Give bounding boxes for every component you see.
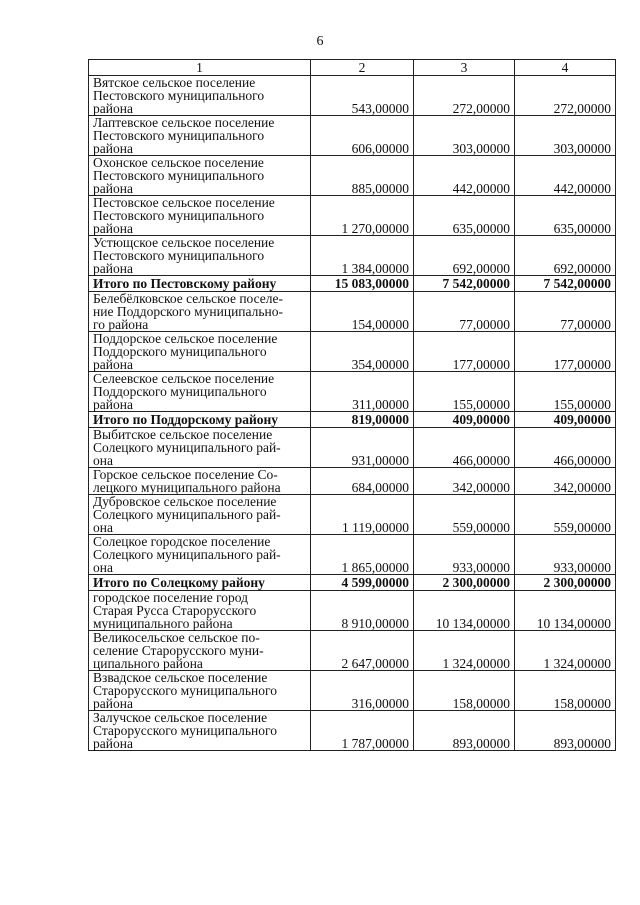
page-number: 6 (316, 34, 324, 49)
table-row (89, 292, 616, 332)
column-header-4: 4 (515, 60, 616, 76)
table-row (89, 428, 616, 468)
amount-col-3: 177,00000 (414, 332, 515, 372)
amount-col-3: 77,00000 (414, 292, 515, 332)
amount-col-3: 933,00000 (414, 535, 515, 575)
amount-col-4: 692,00000 (515, 236, 616, 276)
settlement-name: Залучское сельское поселение Старорусского муниципального района (89, 711, 311, 751)
table-row (89, 711, 616, 751)
amount-col-2: 154,00000 (311, 292, 414, 332)
table-row (89, 196, 616, 236)
table-row (89, 631, 616, 671)
settlement-name: городское поселение город Старая Русса Старорусского муниципального района (89, 591, 311, 631)
settlement-name: Взвадское сельское поселение Старорусского муниципального района (89, 671, 311, 711)
settlement-name: Селеевское сельское поселение Поддорского муниципального района (89, 372, 311, 412)
amount-col-3: 158,00000 (414, 671, 515, 711)
amount-col-2: 316,00000 (311, 671, 414, 711)
amount-col-2: 1 384,00000 (311, 236, 414, 276)
column-header-3: 3 (414, 60, 515, 76)
settlement-name: Поддорское сельское поселение Поддорского муниципального района (89, 332, 311, 372)
amount-col-2: 684,00000 (311, 468, 414, 495)
settlement-name: Охонское сельское поселение Пестовского муниципального района (89, 156, 311, 196)
amount-col-4: 409,00000 (515, 412, 616, 428)
settlement-name: Дубровское сельское поселение Солецкого муниципального рай- она (89, 495, 311, 535)
settlement-name: Выбитское сельское поселение Солецкого муниципального рай- она (89, 428, 311, 468)
district-total-row (89, 276, 616, 292)
budget-table (88, 59, 616, 751)
amount-col-4: 10 134,00000 (515, 591, 616, 631)
table-row (89, 156, 616, 196)
table-row (89, 671, 616, 711)
amount-col-2: 354,00000 (311, 332, 414, 372)
amount-col-4: 933,00000 (515, 535, 616, 575)
settlement-name: Вятское сельское поселение Пестовского муниципального района (89, 76, 311, 116)
amount-col-3: 635,00000 (414, 196, 515, 236)
amount-col-4: 158,00000 (515, 671, 616, 711)
amount-col-3: 409,00000 (414, 412, 515, 428)
amount-col-4: 155,00000 (515, 372, 616, 412)
amount-col-2: 4 599,00000 (311, 575, 414, 591)
amount-col-2: 1 270,00000 (311, 196, 414, 236)
settlement-name: Устющское сельское поселение Пестовского муниципального района (89, 236, 311, 276)
table-row (89, 591, 616, 631)
amount-col-2: 931,00000 (311, 428, 414, 468)
table-row (89, 495, 616, 535)
settlement-name: Горское сельское поселение Со- лецкого муниципального района (89, 468, 311, 495)
column-header-2: 2 (311, 60, 414, 76)
column-header-1: 1 (89, 60, 311, 76)
amount-col-2: 1 119,00000 (311, 495, 414, 535)
amount-col-4: 635,00000 (515, 196, 616, 236)
amount-col-2: 606,00000 (311, 116, 414, 156)
table-body (89, 76, 616, 751)
amount-col-3: 7 542,00000 (414, 276, 515, 292)
amount-col-2: 8 910,00000 (311, 591, 414, 631)
amount-col-3: 303,00000 (414, 116, 515, 156)
amount-col-3: 466,00000 (414, 428, 515, 468)
amount-col-4: 7 542,00000 (515, 276, 616, 292)
settlement-name: Великосельское сельское по- селение Старорусского муни- ципального района (89, 631, 311, 671)
table-row (89, 116, 616, 156)
amount-col-2: 15 083,00000 (311, 276, 414, 292)
amount-col-3: 2 300,00000 (414, 575, 515, 591)
settlement-name: Пестовское сельское поселение Пестовского муниципального района (89, 196, 311, 236)
amount-col-4: 303,00000 (515, 116, 616, 156)
amount-col-2: 543,00000 (311, 76, 414, 116)
amount-col-3: 10 134,00000 (414, 591, 515, 631)
table-row (89, 535, 616, 575)
table-row (89, 236, 616, 276)
district-total-row (89, 412, 616, 428)
amount-col-3: 272,00000 (414, 76, 515, 116)
amount-col-2: 311,00000 (311, 372, 414, 412)
amount-col-4: 342,00000 (515, 468, 616, 495)
amount-col-4: 177,00000 (515, 332, 616, 372)
district-total-label: Итого по Солецкому району (89, 575, 311, 591)
table-row (89, 332, 616, 372)
amount-col-4: 893,00000 (515, 711, 616, 751)
table-row (89, 468, 616, 495)
amount-col-4: 442,00000 (515, 156, 616, 196)
amount-col-2: 1 865,00000 (311, 535, 414, 575)
amount-col-2: 819,00000 (311, 412, 414, 428)
table-header-row (89, 60, 616, 76)
amount-col-2: 1 787,00000 (311, 711, 414, 751)
amount-col-4: 2 300,00000 (515, 575, 616, 591)
amount-col-4: 466,00000 (515, 428, 616, 468)
settlement-name: Лаптевское сельское поселение Пестовского муниципального района (89, 116, 311, 156)
settlement-name: Солецкое городское поселение Солецкого муниципального рай- она (89, 535, 311, 575)
amount-col-4: 559,00000 (515, 495, 616, 535)
amount-col-3: 893,00000 (414, 711, 515, 751)
amount-col-4: 272,00000 (515, 76, 616, 116)
amount-col-3: 1 324,00000 (414, 631, 515, 671)
amount-col-4: 1 324,00000 (515, 631, 616, 671)
amount-col-3: 559,00000 (414, 495, 515, 535)
district-total-label: Итого по Пестовскому району (89, 276, 311, 292)
amount-col-3: 442,00000 (414, 156, 515, 196)
amount-col-2: 2 647,00000 (311, 631, 414, 671)
district-total-row (89, 575, 616, 591)
amount-col-3: 342,00000 (414, 468, 515, 495)
table-row (89, 76, 616, 116)
settlement-name: Белебёлковское сельское поселе- ние Поддорского муниципально- го района (89, 292, 311, 332)
amount-col-2: 885,00000 (311, 156, 414, 196)
amount-col-3: 155,00000 (414, 372, 515, 412)
amount-col-4: 77,00000 (515, 292, 616, 332)
district-total-label: Итого по Поддорскому району (89, 412, 311, 428)
amount-col-3: 692,00000 (414, 236, 515, 276)
table-row (89, 372, 616, 412)
